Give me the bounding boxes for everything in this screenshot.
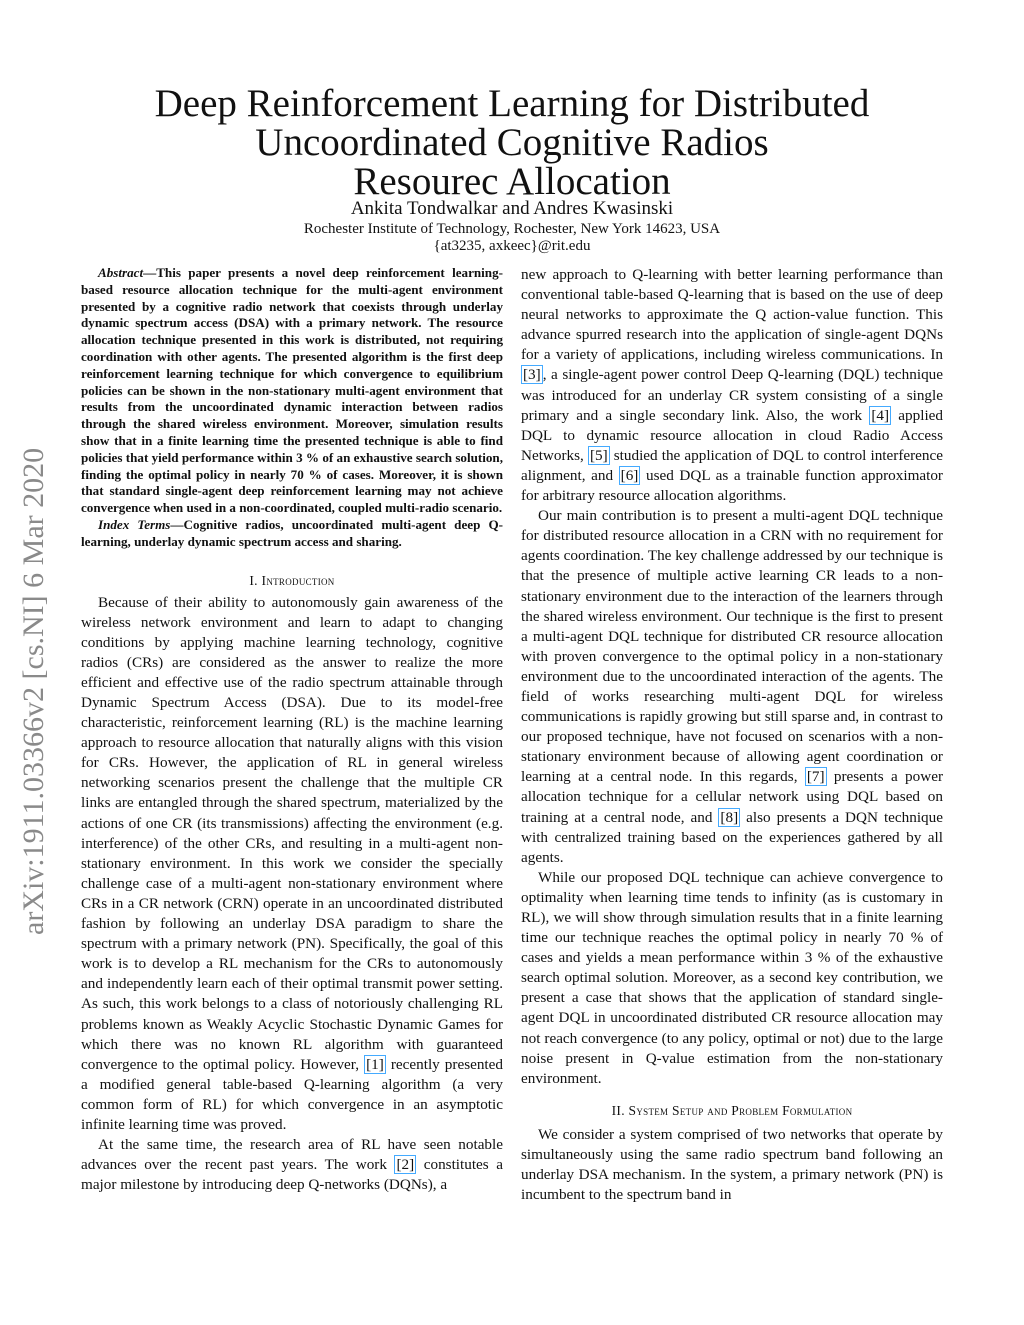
paragraph-text: presents a power allocation technique for a cellular network using DQL based on training at a central node, and — [521, 768, 943, 826]
left-column — [81, 265, 503, 1195]
paragraph-text: constitutes a major milestone by introducing deep Q-networks (DQNs), a — [81, 1156, 503, 1194]
paragraph-text: Our main contribution is to present a multi-agent DQL technique for distributed resource allocation in a CRN with no requirement for agents coordination. The key challenge addressed by our technique is that the presence of multiple active learning CR leads to a non-stationary environment due to the interaction of the learners through the shared wireless environment. Our technique is the first to present a multi-agent DQL technique for distributed CR resource allocation with proven convergence to the optimal policy in a non-stationary environment due to the uncoordinated interaction of the agents. The field of works researching multi-agent DQL for wireless communications is rapidly growing but still sparse and, in contrast to our proposed technique, have not focused on scenarios with a non-stationary environment because of allowing agent coordination or learning at a central node. In this regards, — [521, 507, 943, 786]
section-heading-system-setup: II. System Setup and Problem Formulation — [611, 1102, 853, 1118]
abstract — [81, 265, 503, 517]
paragraph-text: recently presented a modified general table-based Q-learning algorithm (a very common form of RL) for which convergence in an asymptotic infinite learning time was proved. — [81, 1055, 503, 1133]
paragraph-text: applied DQL to dynamic resource allocation in cloud Radio Access Networks, — [521, 406, 943, 464]
paragraph-text: used DQL as a trainable function approximator for arbitrary resource allocation algorithms. — [521, 466, 943, 505]
right-column — [521, 265, 943, 1205]
email: {at3235, axkeec}@rit.edu — [433, 238, 591, 254]
paragraph-text: studied the application of DQL to control interference alignment, and — [521, 446, 943, 484]
system-setup-paragraph-1: We consider a system comprised of two networks that operate by simultaneously using the same radio spectrum band following an underlay DSA mechanism. In the system, a primary network (PN) is incumbent to the spectrum band in — [521, 1125, 943, 1204]
authors: Ankita Tondwalkar and Andres Kwasinski — [350, 198, 674, 219]
title-line: Deep Reinforcement Learning for Distributed — [154, 82, 870, 125]
paragraph-text: , a single-agent power control Deep Q-learning (DQL) technique was introduced for an underlay CR system consisting of a single primary and a single secondary link. Also, the work — [521, 366, 943, 424]
paragraph-text: also presents a DQN technique with centralized training based on the experiences gathered by all agents. — [521, 808, 943, 866]
citation-link[interactable]: [1] — [366, 1055, 384, 1073]
index-terms — [81, 517, 503, 551]
abstract-label: Abstract — [98, 265, 144, 280]
title-line: Resourec Allocation — [353, 160, 671, 203]
intro-paragraph-4: While our proposed DQL technique can achieve convergence to optimality when learning time tends to infinity (as is customary in RL), we will show through simulation results that in a finite learning time our technique reaches the optimal policy in nearly 70 % of cases and yields a mean performance within 3 % of the exhaustive search optimal solution. Moreover, as a second key contribution, we present a case that shows that the application of standard single-agent DQL in uncoordinated distributed CR resource allocation may not reach convergence (to any policy, optimal or not) due to the large noise present in Q-value estimation from the non-stationary environment. — [521, 868, 943, 1087]
intro-paragraph-1 — [81, 593, 503, 1136]
index-terms-label: Index Terms — [98, 516, 171, 532]
citation-link[interactable]: [2] — [396, 1156, 415, 1174]
index-terms-text: —Cognitive radios, uncoordinated multi-agent deep Q-learning, underlay dynamic spectrum access and sharing. — [81, 516, 504, 549]
title-line: Uncoordinated Cognitive Radios — [255, 121, 769, 164]
citation-link[interactable]: [3] — [523, 366, 541, 384]
intro-paragraph-2-continued — [521, 265, 943, 506]
paper-title — [100, 84, 924, 201]
citation-link[interactable]: [6] — [620, 466, 639, 484]
citation-link[interactable]: [4] — [871, 406, 890, 424]
section-heading-introduction: I. Introduction — [249, 572, 335, 588]
paragraph-text: At the same time, the research area of RL have seen notable advances over the recent past years. The work — [81, 1136, 503, 1174]
paragraph-text: new approach to Q-learning with better learning performance than conventional table-based Q-learning that is based on the use of deep neural networks to approximate the Q action-value function. This advance spurred research into the application of single-agent DQNs for a variety of applications, including wireless communications. In — [521, 266, 943, 364]
citation-link[interactable]: [8] — [720, 808, 739, 826]
affiliation: Rochester Institute of Technology, Rochester, New York 14623, USA — [303, 221, 721, 237]
arxiv-identifier: arXiv:1911.03366v2 [cs.NI] 6 Mar 2020 — [17, 447, 50, 935]
citation-link[interactable]: [7] — [806, 768, 825, 786]
intro-paragraph-3 — [521, 506, 943, 868]
abstract-text: —This paper presents a novel deep reinforcement learning-based resource allocation technique for the multi-agent environment presented by a cognitive radio network that coexists through underlay dynamic spectrum access (DSA) with a primary network. The resource allocation technique presented in this work is distributed, not requiring coordination with other agents. The presented algorithm is the first deep reinforcement learning technique for which convergence to equilibrium policies can be shown in the non-stationary multi-agent environment that results from the uncoordinated dynamic interaction between radios through the shared wireless environment. Moreover, simulation results show that in a finite learning time the presented technique is able to find policies that yield performance within 3 % of an exhaustive search solution, finding the optimal policy in nearly 70 % of cases. Moreover, it is shown that standard single-agent deep reinforcement learning may not achieve convergence when used in a non-coordinated, coupled multi-radio scenario. — [81, 265, 503, 516]
citation-link[interactable]: [5] — [589, 446, 608, 464]
intro-paragraph-2 — [81, 1135, 503, 1195]
paragraph-text: Because of their ability to autonomously gain awareness of the wireless network environment and learn to adapt to changing conditions by applying machine learning technology, cognitive radios (CRs) are considered as the answer to realize the more efficient and effective use of the radio spectrum attainable through Dynamic Spectrum Access (DSA). Due to its model-free characteristic, reinforcement learning (RL) is the machine learning approach to resource allocation that naturally aligns with this vision for CRs. However, the application of RL in general wireless networking scenarios present the challenge that the multiple CR links are entangled through the shared spectrum, materialized by the actions of one CR (its transmissions) affecting the environment (e.g. interference) of the other CRs, and resulting in a multi-agent non-stationary environment. In this work we consider the specially challenge case of a multi-agent non-stationary environment where CRs in a CR network (CRN) operate in an uncoordinated distributed fashion by following an underlay DSA paradigm to share the spectrum with a primary network (PN). Specifically, the goal of this work is to develop a RL mechanism for the CRs to autonomously and independently learn each of their optimal transmit power setting. As such, this work belongs to a class of notoriously challenging RL problems known as Weakly Acyclic Stochastic Dynamic Games for which there was no known RL algorithm with guaranteed convergence to the optimal policy. However, — [81, 593, 503, 1073]
